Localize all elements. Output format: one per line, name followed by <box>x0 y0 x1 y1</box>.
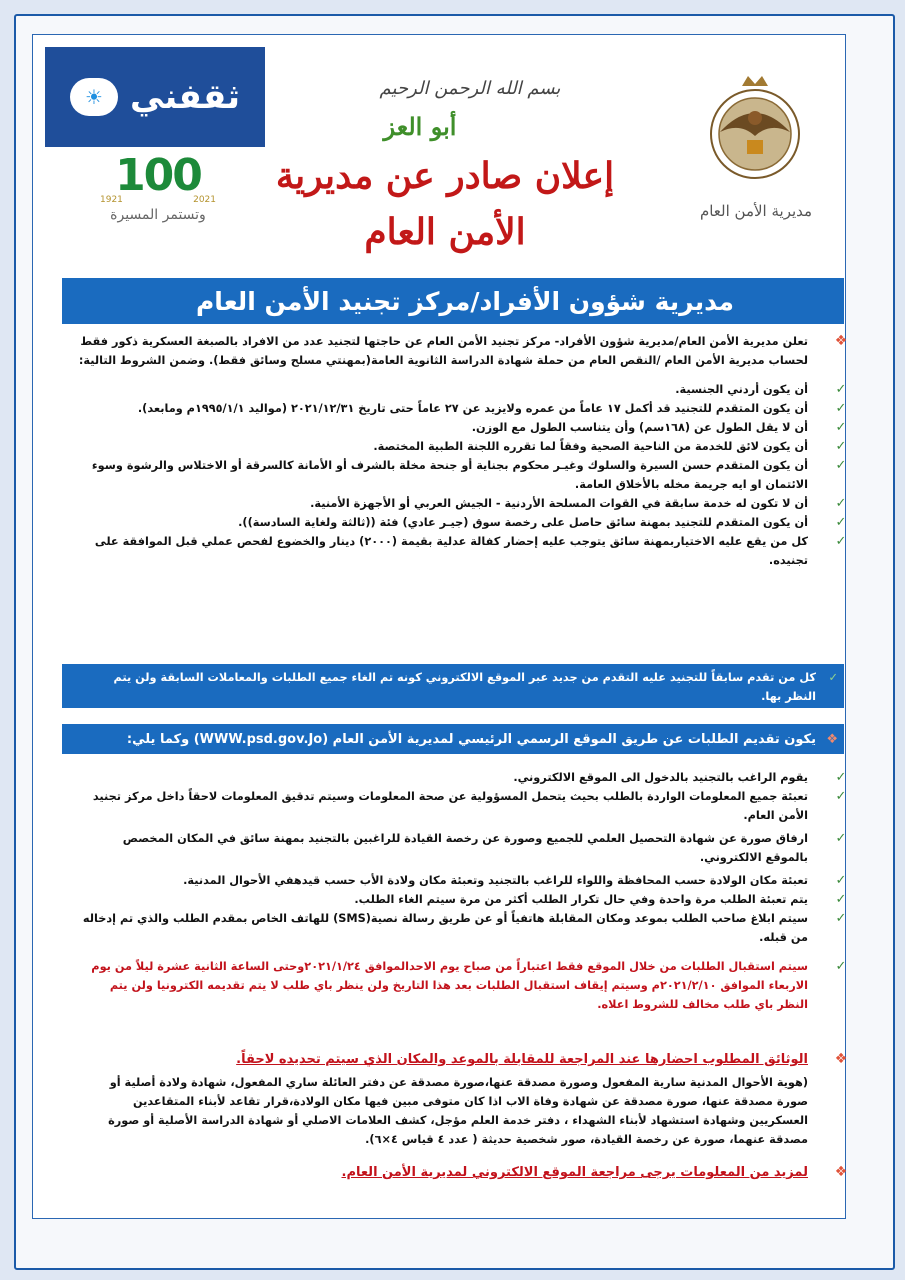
checkmark-icon: ✓ <box>835 458 847 473</box>
checkmark-icon: ✓ <box>835 420 847 435</box>
checkmark-icon: ✓ <box>835 789 847 804</box>
list-item: ✓ يتم تعبئة الطلب مرة واحدة وفي حال تكرار الطلب أكثر من مرة سيتم الغاء الطلب. <box>78 890 808 909</box>
bismillah: بسم الله الرحمن الرحيم <box>379 78 561 99</box>
checkmark-icon: ✓ <box>835 382 847 397</box>
centenary-motto: وتستمر المسيرة <box>110 207 206 223</box>
checkmark-icon: ✓ <box>835 534 847 549</box>
checkmark-icon: ✓ <box>835 439 847 454</box>
diamond-icon: ❖ <box>834 1051 848 1067</box>
list-item: ✓ يقوم الراغب بالتجنيد بالدخول الى الموقع الالكتروني. <box>78 768 808 787</box>
checkmark-icon: ✓ <box>835 873 847 888</box>
checkmark-icon: ✓ <box>828 671 838 684</box>
documents-text: (هوية الأحوال المدنية سارية المفعول وصورة مصدقة عنها،صورة مصدقة عن دفتر العائلة ساري المفعول، شهادة ولادة أصلية أو صورة مصدقة عنها، صورة مصدقة عن شهادة وفاة الاب اذا كان متوفى مبين فيها مكان الولادة،قرار تقاعد لأبناء المتقاعدين العسكريين وشهادة استشهاد لأبناء الشهداء ، دفتر خدمة العلم مؤجل، كشف العلامات الاصلي أو شهادة الدراسة الأصلية أو صورة مصدقة عنهما، صورة عن رخصة القيادة، صور شخصية حديثة ( عدد ٤ قياس ٤×٦). <box>108 1076 808 1146</box>
diamond-icon: ❖ <box>834 1164 848 1180</box>
list-item: ✓ أن يكون المتقدم للتجنيد قد أكمل ١٧ عاماً من عمره ولايزيد عن ٢٧ عاماً حتى تاريخ ٢٠٢١/١٢/٣١ (مواليد ١٩٩٥/١/١م ومابعد). <box>78 399 808 418</box>
list-item: ✓ سيتم ابلاغ صاحب الطلب بموعد ومكان المقابلة هاتفياً أو عن طريق رسالة نصية(SMS) للهاتف الخاص بمقدم الطلب والذي تم إدخاله من قبله. <box>78 909 808 947</box>
lightbulb-icon: ☀ <box>70 78 118 116</box>
list-item: ✓ كل من يقع عليه الاختياربمهنة سائق يتوجب عليه إحضار كفالة عدلية بقيمة (٢٠٠٠) دينار والخضوع لفحص عملي قبل الموافقة على تجنيده. <box>78 532 808 570</box>
list-item: ✓ أن يكون المتقدم حسن السيرة والسلوك وغيـر محكوم بجناية أو جنحة مخلة بالشرف أو الأمانة كالسرقة أو الاختلاس والرشوة وسوء الائتمان او ايه جريمة مخله بالأخلاق العامة. <box>78 456 808 494</box>
emblem-label: مديرية الأمن العام <box>699 202 813 220</box>
brand-logo[interactable] <box>45 47 265 147</box>
checkmark-icon: ✓ <box>835 911 847 926</box>
year-start: 1921 <box>100 195 123 205</box>
title-line-1: إعلان صادر عن مديرية <box>275 155 615 197</box>
diamond-icon: ❖ <box>826 732 838 747</box>
announcement-body <box>78 330 848 570</box>
year-end: 2021 <box>193 195 216 205</box>
submission-heading: يكون تقديم الطلبات عن طريق الموقع الرسمي الرئيسي لمديرية الأمن العام (WWW.psd.gov.Jo) وكما يلي: <box>126 732 816 747</box>
checkmark-icon: ✓ <box>835 496 847 511</box>
documents-section <box>78 1050 848 1182</box>
list-item: ✓ تعبئة مكان الولادة حسب المحافظة واللواء للراغب بالتجنيد وتعبئة مكان ولادة الأب حسب قيدهفي الأحوال المدنية. <box>78 871 808 890</box>
page-title <box>250 148 640 260</box>
notice-previous-box <box>62 664 844 708</box>
documents-heading: ❖ الوثائق المطلوب احضارها عند المراجعة للمقابلة بالموعد والمكان الذي سيتم تحديده لاحقاً. <box>78 1050 808 1069</box>
deadline-notice: ✓ سيتم استقبال الطلبات من خلال الموقع فقط اعتباراً من صباح يوم الاحدالموافق ٢٠٢١/١/٢٤وحتى الساعة الثانية عشرة ليلاً من يوم الاربعاء الموافق ٢٠٢١/٢/١٠م وسيتم إيقاف استقبال الطلبات بعد هذا التاريخ ولن ينظر باي طلب لا يتم تقديمه الكترونيا ولن يتم النظر باي طلب مخالف للشروط اعلاه. <box>78 957 808 1014</box>
list-item: ✓ أن لا يقل الطول عن (١٦٨سم) وأن يتناسب الطول مع الوزن. <box>78 418 808 437</box>
list-item: ✓ أن لا تكون له خدمة سابقة في القوات المسلحة الأردنية - الجيش العربي أو الأجهزة الأمنية. <box>78 494 808 513</box>
checkmark-icon: ✓ <box>835 892 847 907</box>
intro-paragraph: ❖ تعلن مديرية الأمن العام/مديرية شؤون الأفراد- مركز تجنيد الأمن العام عن حاجتها لتجنيد عدد من الافراد بالصبغة العسكرية ذكور فقط لحساب مديرية الأمن العام /النقص العام من حملة شهادة الدراسة الثانوية العامة(بمهنتي مسلح وسائق فقط). وضمن الشروط التالية: <box>78 332 808 370</box>
psd-emblem-icon <box>690 74 820 184</box>
list-item: ✓ تعبئة جميع المعلومات الواردة بالطلب بحيث يتحمل المسؤولية عن صحة المعلومات وسيتم تدقيق المعلومات لاحقاً داخل مركز تجنيد الأمن العام. <box>78 787 808 825</box>
checkmark-icon: ✓ <box>835 401 847 416</box>
checkmark-icon: ✓ <box>835 831 847 846</box>
footer-note: ❖ لمزيد من المعلومات يرجى مراجعة الموقع الالكتروني لمديرية الأمن العام. <box>78 1163 808 1182</box>
section-banner: مديرية شؤون الأفراد/مركز تجنيد الأمن العام <box>62 278 844 324</box>
notice-previous: كل من تقدم سابقاً للتجنيد عليه التقدم من جديد عبر الموقع الالكتروني كونه تم الغاء جميع الطلبات والمعاملات السابقة ولن يتم النظر بها. <box>113 671 816 703</box>
list-item: ✓ أن يكون أردني الجنسية. <box>78 380 808 399</box>
checkmark-icon: ✓ <box>835 959 847 974</box>
centenary-logo <box>78 150 238 242</box>
list-item: ✓ ارفاق صورة عن شهادة التحصيل العلمي للجميع وصورة عن رخصة القيادة للراغبين بالتجنيد بمهنة سائق في المكان المخصص بالموقع الالكتروني. <box>78 829 808 867</box>
list-item: ✓ أن يكون المتقدم للتجنيد بمهنة سائق حاصل على رخصة سوق (جيـر عادي) فئة ((ثالثة ولغاية السادسة)). <box>78 513 808 532</box>
diamond-icon: ❖ <box>834 333 848 349</box>
list-item: ✓ أن يكون لائق للخدمة من الناحية الصحية وفقاً لما تقرره اللجنة الطبية المختصة. <box>78 437 808 456</box>
conditions-list <box>78 380 847 570</box>
checkmark-icon: ✓ <box>835 515 847 530</box>
centenary-number: 100 <box>115 150 201 201</box>
steps-list <box>78 768 847 1014</box>
author-name: أبو العز <box>383 112 457 141</box>
brand-name: ثقفني <box>130 77 240 117</box>
submission-heading-box <box>62 724 844 754</box>
checkmark-icon: ✓ <box>835 770 847 785</box>
title-line-2: الأمن العام <box>364 211 526 253</box>
